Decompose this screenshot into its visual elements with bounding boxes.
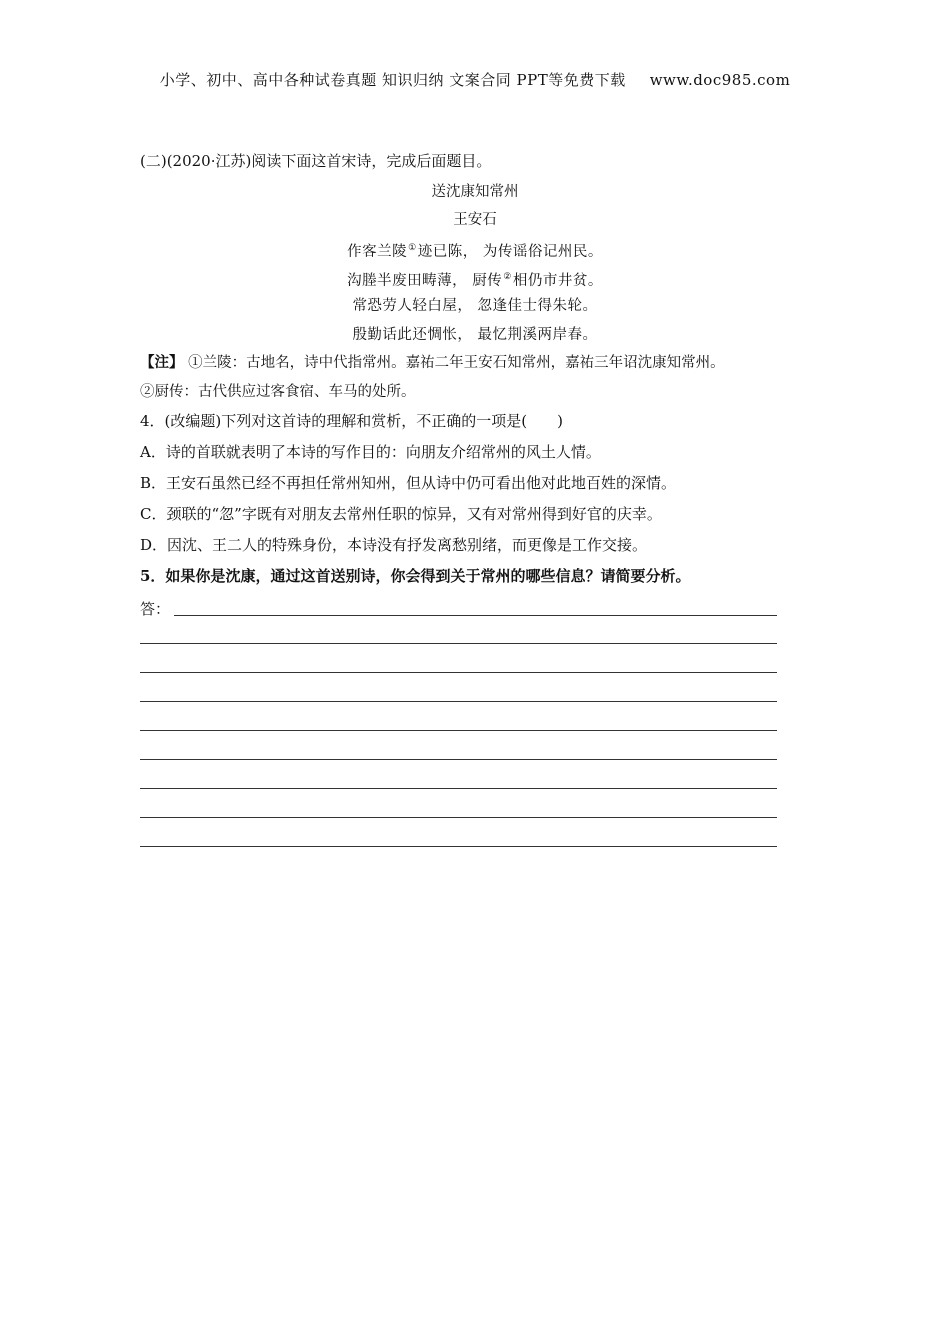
answer-line[interactable] <box>140 730 777 731</box>
answer-line[interactable] <box>140 643 777 644</box>
answer-line[interactable] <box>140 701 777 702</box>
answer-line[interactable] <box>174 615 777 616</box>
poem-line-1: 作客兰陵①迹已陈， 为传谣俗记州民。 <box>347 243 603 260</box>
question-4-option-d: D．因沈、王二人的特殊身份，本诗没有抒发离愁别绪，而更像是工作交接。 <box>140 536 648 554</box>
poem-title: 送沈康知常州 <box>431 184 519 200</box>
answer-line[interactable] <box>140 846 777 847</box>
header-text: 小学、初中、高中各种试卷真题 知识归纳 文案合同 PPT等免费下载 <box>159 71 626 89</box>
header-site: www.doc985.com <box>649 71 791 89</box>
answer-line[interactable] <box>140 817 777 818</box>
section-intro: (二)(2020·江苏)阅读下面这首宋诗，完成后面题目。 <box>140 152 492 170</box>
question-4-stem: 4．(改编题)下列对这首诗的理解和赏析，不正确的一项是( ) <box>140 412 563 430</box>
poem-line-3: 常恐劳人轻白屋， 忽逢佳士得朱轮。 <box>352 298 598 314</box>
question-4-option-a: A．诗的首联就表明了本诗的写作目的：向朋友介绍常州的风土人情。 <box>140 443 601 461</box>
question-4-option-c: C．颈联的“忽”字既有对朋友去常州任职的惊异，又有对常州得到好官的庆幸。 <box>140 505 662 523</box>
answer-line[interactable] <box>140 788 777 789</box>
answer-line[interactable] <box>140 672 777 673</box>
answer-line[interactable] <box>140 759 777 760</box>
question-5-stem: 5．如果你是沈康，通过这首送别诗，你会得到关于常州的哪些信息？请简要分析。 <box>140 567 691 585</box>
poem-line-2: 沟塍半废田畴薄， 厨传②相仍市井贫。 <box>347 272 603 289</box>
note-label: 【注】 <box>140 354 184 371</box>
answer-label: 答： <box>140 600 171 618</box>
footnote-marker-1: ① <box>408 243 417 253</box>
note-2: ②厨传：古代供应过客食宿、车马的处所。 <box>140 384 416 400</box>
footnote-marker-2: ② <box>503 272 512 282</box>
poem-line-4: 殷勤话此还惆怅， 最忆荆溪两岸春。 <box>352 327 598 343</box>
question-4-option-b: B．王安石虽然已经不再担任常州知州，但从诗中仍可看出他对此地百姓的深情。 <box>140 474 677 492</box>
page-header <box>0 69 950 90</box>
note-1: 【注】 ①兰陵：古地名，诗中代指常州。嘉祐二年王安石知常州，嘉祐三年诏沈康知常州。 <box>140 354 725 371</box>
poem-author: 王安石 <box>453 212 497 228</box>
